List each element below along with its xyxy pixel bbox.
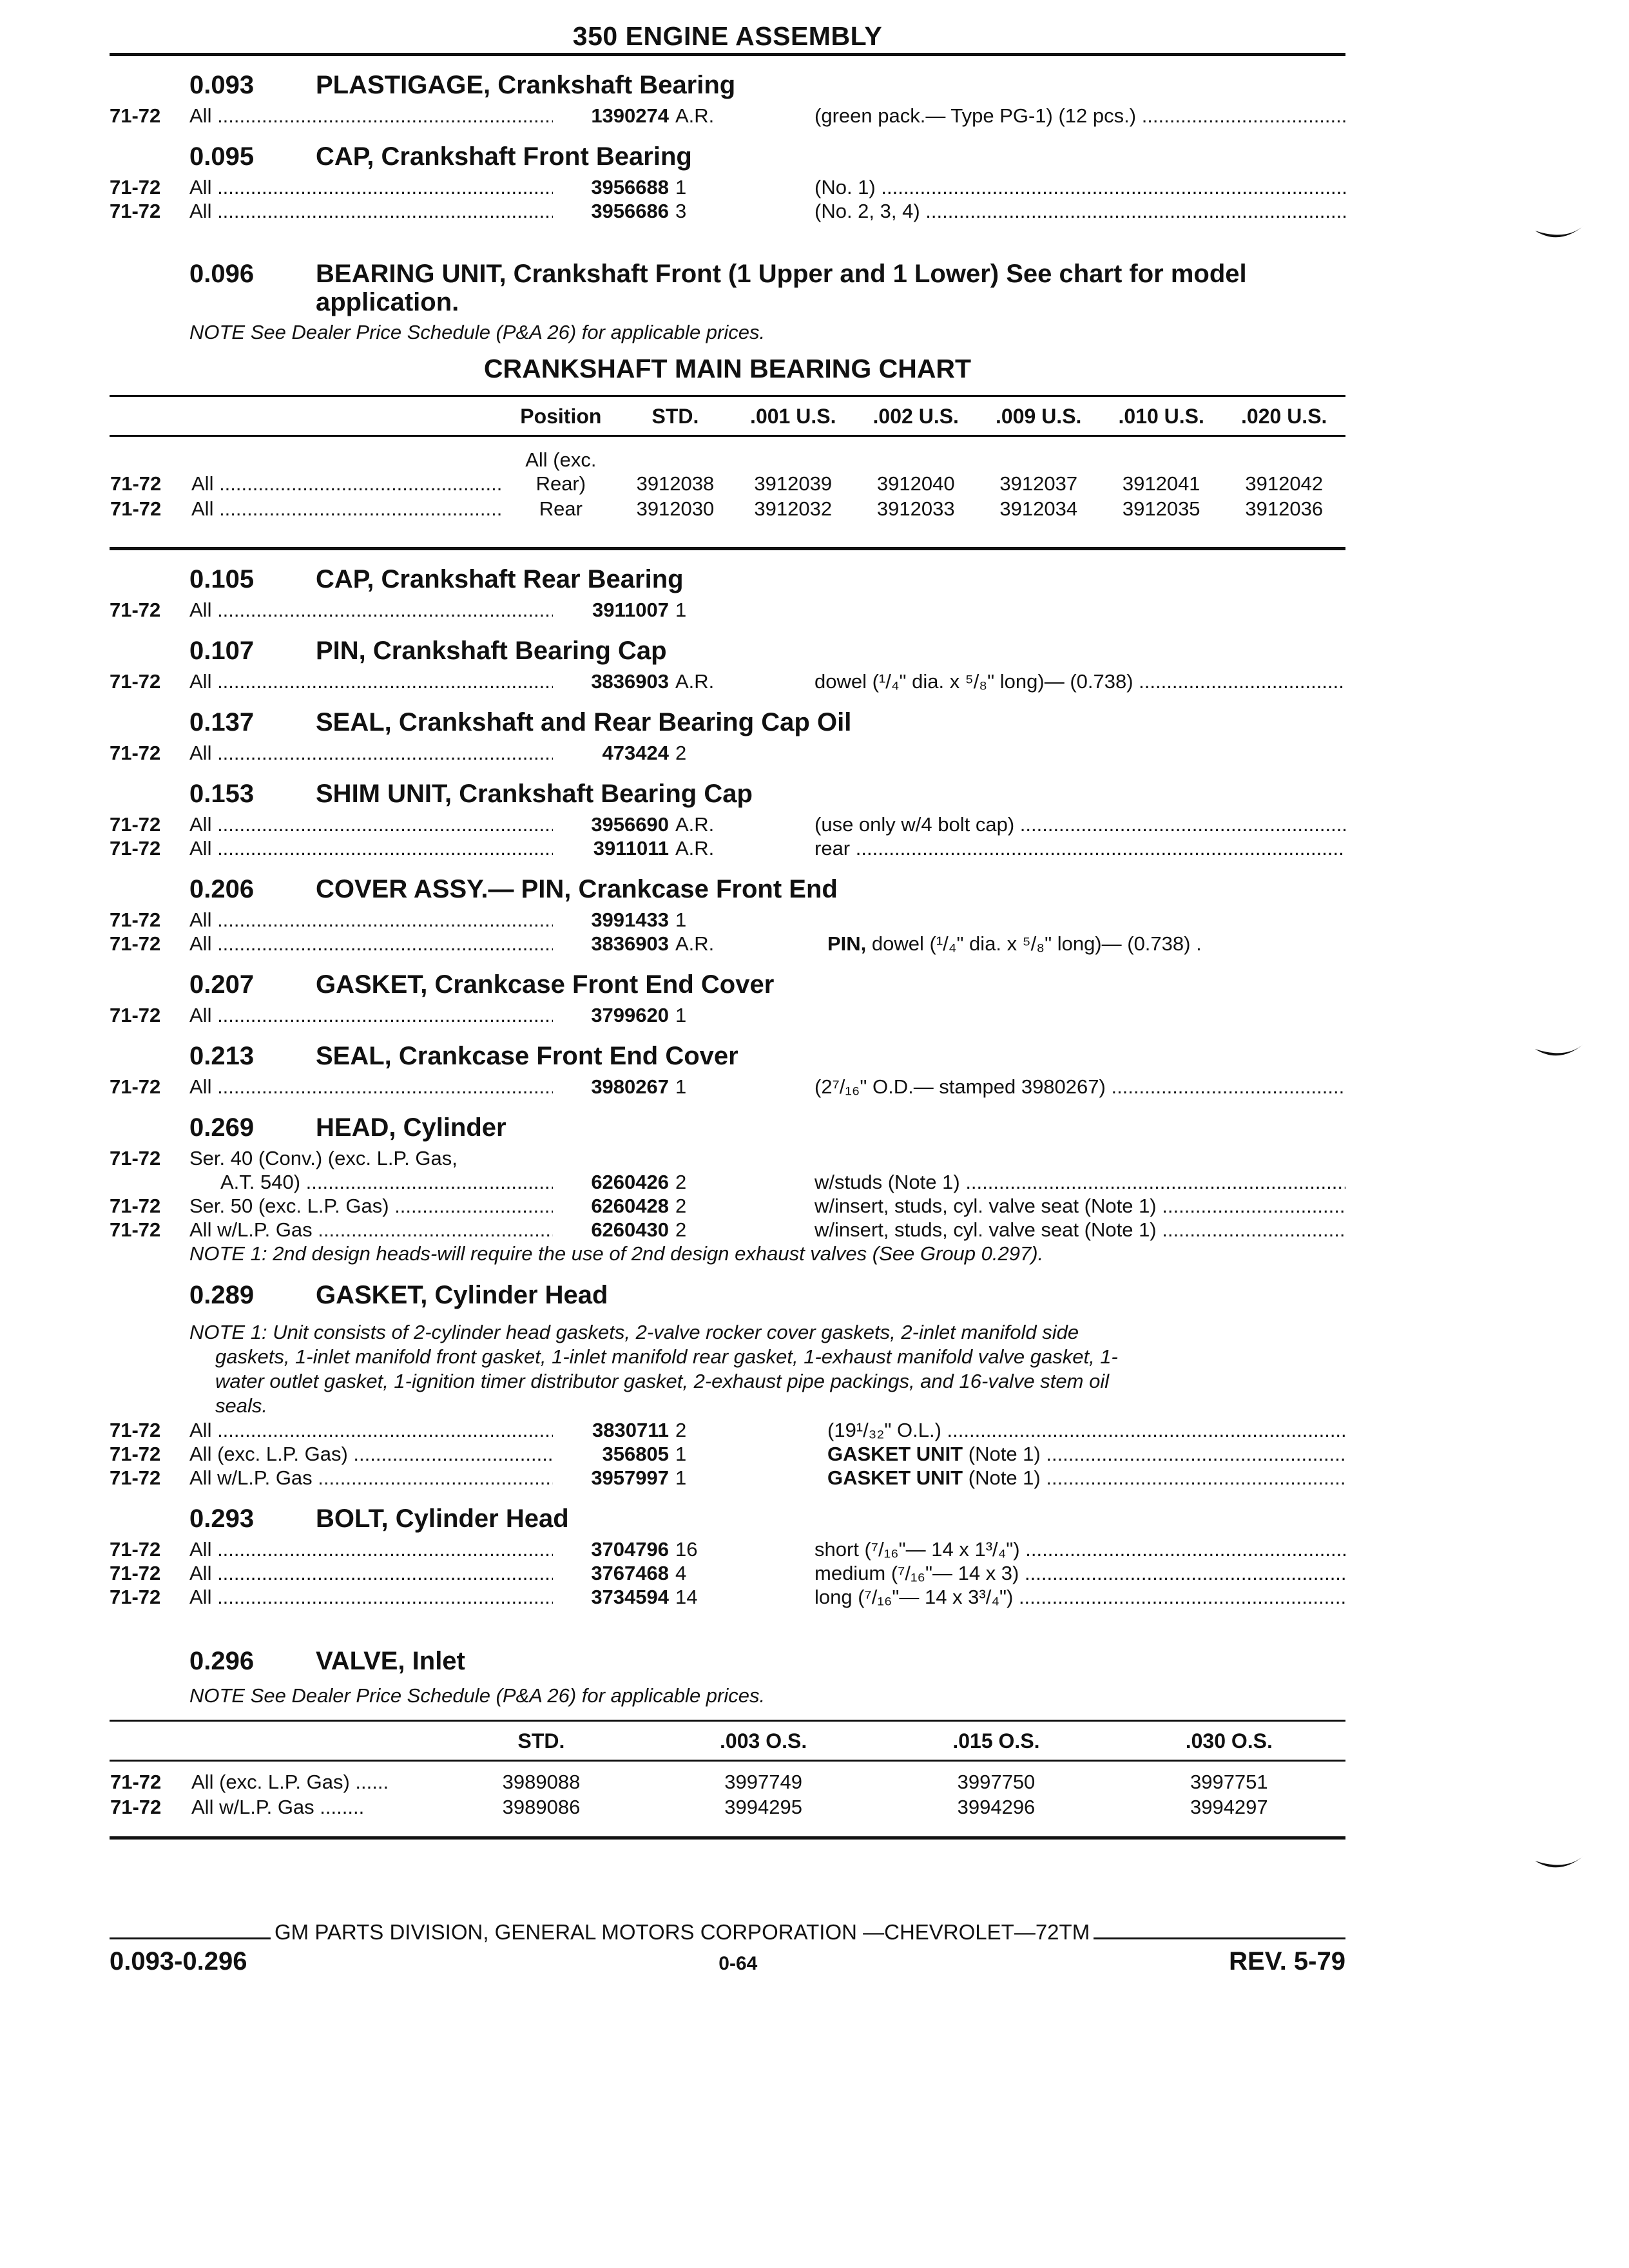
model: All .....	[189, 836, 553, 860]
chart-bottom-rule	[110, 547, 1345, 550]
part-number: 3957997	[591, 1466, 669, 1489]
design-note: NOTE 1: 2nd design heads-will require the use of 2nd design exhaust valves (See Group 0.297).	[189, 1242, 1044, 1265]
scan-mark	[1534, 1849, 1585, 1881]
year-range: 71-72	[110, 670, 161, 693]
model	[191, 447, 503, 496]
group-number: 0.137	[189, 708, 255, 736]
group-number: 0.093	[189, 71, 255, 99]
part-number: 1390274	[591, 104, 669, 127]
year-range: 71-72	[110, 1466, 161, 1489]
quantity: 4	[675, 1562, 687, 1584]
part-row	[110, 1003, 1345, 1027]
description-bold: GASKET UNIT	[827, 1466, 963, 1489]
description-text: dowel (¹/₄" dia. x ⁵/₈" long)— (0.738)	[871, 932, 1191, 955]
model: All .....	[189, 1075, 553, 1099]
part-row	[110, 598, 1345, 622]
year-range: 71-72	[110, 1218, 161, 1241]
note-line: gaskets, 1-inlet manifold front gasket, 1-inlet manifold rear gasket, 1-exhaust manifold valve gasket, 1-	[215, 1345, 1118, 1368]
model-continued: A.T. 540) .....	[189, 1170, 553, 1194]
title-rule	[110, 53, 1345, 56]
price-note: NOTE See Dealer Price Schedule (P&A 26) for applicable prices.	[189, 1684, 766, 1707]
part-number: 356805	[602, 1443, 669, 1465]
chart-cell: 3994295	[724, 1796, 802, 1818]
year-range: 71-72	[110, 932, 161, 955]
part-number: 3830711	[592, 1419, 669, 1441]
chart-cell: 3989086	[502, 1796, 581, 1818]
col-header: .015 O.S.	[880, 1722, 1112, 1761]
group-0-206	[110, 870, 1345, 908]
description: medium (⁷/₁₆"— 14 x 3) .....	[815, 1561, 1345, 1585]
scan-mark	[1534, 1037, 1585, 1070]
chart-row	[110, 1794, 1345, 1820]
group-title: CAP, Crankshaft Front Bearing	[316, 142, 692, 171]
group-title: PIN, Crankshaft Bearing Cap	[316, 637, 667, 665]
part-number: 6260430	[591, 1218, 669, 1241]
description: w/studs (Note 1) .....	[815, 1170, 1345, 1194]
part-number: 3911011	[593, 837, 669, 860]
quantity: 3	[675, 200, 687, 222]
model: All w/L.P. Gas ........	[191, 1796, 365, 1818]
group-0-095	[110, 138, 1345, 175]
part-number: 3836903	[591, 932, 669, 955]
description: dowel (¹/₄" dia. x ⁵/₈" long)— (0.738) .....	[815, 669, 1345, 693]
description: w/insert, studs, cyl. valve seat (Note 1) .....	[815, 1194, 1345, 1218]
group-title: PLASTIGAGE, Crankshaft Bearing	[316, 71, 736, 99]
quantity: 2	[675, 1218, 687, 1241]
model: Ser. 40 (Conv.) (exc. L.P. Gas,	[189, 1147, 458, 1169]
quantity: 1	[675, 599, 687, 621]
part-number: 3734594	[591, 1586, 669, 1608]
quantity: 14	[675, 1586, 698, 1608]
model: All .....	[189, 1561, 553, 1585]
model: All .....	[189, 1418, 553, 1442]
group-0-293	[110, 1500, 1345, 1537]
part-row	[110, 1442, 1345, 1466]
model: All .....	[189, 199, 553, 223]
part-row	[110, 812, 1345, 836]
group-number: 0.289	[189, 1281, 255, 1309]
part-row	[110, 669, 1345, 693]
description: (No. 2, 3, 4) .....	[815, 199, 1345, 223]
page-number: 0-64	[718, 1953, 758, 1974]
year-range: 71-72	[110, 1771, 162, 1793]
description-bold: PIN,	[827, 932, 867, 955]
part-row	[110, 1146, 1345, 1170]
part-number: 3836903	[591, 670, 669, 693]
part-number: 6260428	[591, 1195, 669, 1217]
description: (use only w/4 bolt cap) .....	[815, 812, 1345, 836]
quantity: 1	[675, 1004, 687, 1026]
model: All .....	[189, 1585, 553, 1609]
bearing-chart	[110, 397, 1345, 521]
group-0-289	[110, 1276, 1345, 1314]
page-title: 350 ENGINE ASSEMBLY	[572, 21, 883, 51]
model: All w/L.P. Gas .....	[189, 1218, 553, 1242]
part-number: 3911007	[592, 599, 669, 621]
description: (19¹/₃₂" O.L.) .....	[815, 1418, 1345, 1442]
part-row	[110, 741, 1345, 765]
group-title: SEAL, Crankshaft and Rear Bearing Cap Oil	[316, 708, 852, 736]
year-range: 71-72	[110, 1147, 161, 1169]
part-number: 3799620	[591, 1004, 669, 1026]
group-number: 0.207	[189, 970, 255, 999]
col-header: .003 O.S.	[647, 1722, 880, 1761]
part-row	[110, 1194, 1345, 1218]
group-0-137	[110, 704, 1345, 741]
scan-mark	[1534, 219, 1585, 251]
col-header: STD.	[619, 397, 731, 436]
year-range: 71-72	[110, 1586, 161, 1608]
description-text: (Note 1)	[968, 1466, 1041, 1489]
part-number: 3956688	[591, 176, 669, 198]
quantity: A.R.	[675, 837, 715, 860]
chart-cell: 3994296	[957, 1796, 1036, 1818]
model-text: All w/L.P. Gas	[191, 1796, 314, 1818]
description: (2⁷/₁₆" O.D.— stamped 3980267) .....	[815, 1075, 1345, 1099]
part-number: 3956690	[591, 813, 669, 836]
col-header: .020 U.S.	[1222, 397, 1345, 436]
col-header: .001 U.S.	[732, 397, 854, 436]
quantity: 1	[675, 1466, 687, 1489]
part-row	[110, 175, 1345, 199]
group-0-207	[110, 966, 1345, 1003]
part-row	[110, 1537, 1345, 1561]
model: All .....	[189, 812, 553, 836]
part-number: 3956686	[591, 200, 669, 222]
quantity: 1	[675, 176, 687, 198]
description: PIN, dowel (¹/₄" dia. x ⁵/₈" long)— (0.738) .	[827, 932, 1202, 955]
col-header: .010 U.S.	[1100, 397, 1222, 436]
quantity: 2	[675, 742, 687, 764]
group-range: 0.093-0.296	[110, 1947, 247, 1975]
chart-cell: 3994297	[1190, 1796, 1268, 1818]
description: w/insert, studs, cyl. valve seat (Note 1) .....	[815, 1218, 1345, 1242]
chart-row	[110, 496, 1345, 521]
quantity: A.R.	[675, 104, 715, 127]
model: All w/L.P. Gas .....	[189, 1466, 553, 1490]
footer-org: GM PARTS DIVISION, GENERAL MOTORS CORPORATION —CHEVROLET—72TM	[275, 1920, 1090, 1944]
year-range: 71-72	[110, 1538, 161, 1561]
model	[191, 496, 503, 521]
group-0-296	[110, 1642, 1345, 1680]
group-title: GASKET, Cylinder Head	[316, 1281, 608, 1309]
part-number: 3991433	[591, 908, 669, 931]
footer-rule-right	[1094, 1926, 1345, 1939]
group-title: CAP, Crankshaft Rear Bearing	[316, 565, 684, 593]
year-range: 71-72	[110, 200, 161, 222]
group-0-213	[110, 1037, 1345, 1075]
chart-cell: 3912035	[1122, 497, 1200, 520]
group-number: 0.269	[189, 1113, 255, 1142]
description: long (⁷/₁₆"— 14 x 3³/₄") .....	[815, 1585, 1345, 1609]
part-row	[110, 1170, 1345, 1194]
group-0-269	[110, 1109, 1345, 1146]
part-row	[110, 1466, 1345, 1490]
chart-row	[110, 447, 1345, 496]
year-range: 71-72	[110, 1195, 161, 1217]
catalog-page	[110, 19, 1345, 1840]
year-range: 71-72	[110, 1075, 161, 1098]
quantity: 1	[675, 1075, 687, 1098]
part-row	[110, 104, 1345, 128]
position	[503, 447, 619, 496]
year-range: 71-72	[110, 599, 161, 621]
chart-cell: 3912040	[876, 472, 955, 495]
group-title: BEARING UNIT, Crankshaft Front (1 Upper and 1 Lower) See chart for model application.	[316, 260, 1247, 316]
group-number: 0.096	[189, 260, 255, 288]
valve-chart	[110, 1722, 1345, 1820]
part-number: 3767468	[591, 1562, 669, 1584]
year-range: 71-72	[110, 472, 162, 495]
year-range: 71-72	[110, 837, 161, 860]
part-row	[110, 1418, 1345, 1442]
model: All .....	[189, 175, 553, 199]
page-footer	[110, 1920, 1345, 1976]
model: Ser. 50 (exc. L.P. Gas) .....	[189, 1194, 553, 1218]
group-title: GASKET, Crankcase Front End Cover	[316, 970, 775, 999]
description: (No. 1) .....	[815, 175, 1345, 199]
year-range: 71-72	[110, 497, 162, 520]
model: All .....	[189, 669, 553, 693]
quantity: A.R.	[675, 932, 715, 955]
year-range: 71-72	[110, 1443, 161, 1465]
model: All (exc. L.P. Gas) .....	[189, 1442, 553, 1466]
col-header: Position	[503, 397, 619, 436]
group-title: HEAD, Cylinder	[316, 1113, 506, 1142]
part-number: 473424	[602, 742, 669, 764]
part-row	[110, 836, 1345, 860]
part-number: 3704796	[591, 1538, 669, 1561]
position: Rear	[539, 497, 583, 520]
description-bold: GASKET UNIT	[827, 1443, 963, 1465]
group-0-107	[110, 632, 1345, 669]
description	[815, 1466, 1345, 1490]
model: All .....	[189, 104, 553, 128]
chart-cell: 3997750	[957, 1771, 1036, 1793]
part-row	[110, 908, 1345, 932]
chart-cell: 3912041	[1122, 472, 1200, 495]
model-text: All	[191, 472, 214, 495]
col-header: .030 O.S.	[1113, 1722, 1345, 1761]
quantity: A.R.	[675, 813, 715, 836]
part-number: 3980267	[591, 1075, 669, 1098]
year-range: 71-72	[110, 176, 161, 198]
group-number: 0.107	[189, 637, 255, 665]
model-text: All	[191, 497, 214, 520]
group-number: 0.296	[189, 1647, 255, 1675]
group-number: 0.153	[189, 780, 255, 808]
price-note: NOTE See Dealer Price Schedule (P&A 26) for applicable prices.	[189, 321, 766, 343]
position-line-1: All (exc.	[525, 448, 597, 471]
part-row	[110, 1075, 1345, 1099]
group-title: SEAL, Crankcase Front End Cover	[316, 1042, 738, 1070]
model: All .....	[189, 741, 553, 765]
group-title: COVER ASSY.— PIN, Crankcase Front End	[316, 875, 838, 903]
part-row	[110, 1585, 1345, 1609]
description: short (⁷/₁₆"— 14 x 1³/₄") .....	[815, 1537, 1345, 1561]
group-title: SHIM UNIT, Crankshaft Bearing Cap	[316, 780, 753, 808]
quantity: 2	[675, 1171, 687, 1193]
revision: REV. 5-79	[1229, 1947, 1345, 1975]
group-number: 0.213	[189, 1042, 255, 1070]
col-header: STD.	[436, 1722, 647, 1761]
part-row	[110, 932, 1345, 956]
model: All .....	[189, 1537, 553, 1561]
quantity: 1	[675, 1443, 687, 1465]
chart-cell: 3912036	[1245, 497, 1324, 520]
year-range: 71-72	[110, 1562, 161, 1584]
description: rear .....	[815, 836, 1345, 860]
year-range: 71-72	[110, 1796, 162, 1818]
quantity: 16	[675, 1538, 698, 1561]
part-row	[110, 1218, 1345, 1242]
group-number: 0.095	[189, 142, 255, 171]
year-range: 71-72	[110, 813, 161, 836]
year-range: 71-72	[110, 1419, 161, 1441]
group-title: BOLT, Cylinder Head	[316, 1504, 569, 1533]
chart-cell: 3997749	[724, 1771, 802, 1793]
group-0-105	[110, 561, 1345, 598]
group-number: 0.206	[189, 875, 255, 903]
description: (green pack.— Type PG-1) (12 pcs.) .....	[815, 104, 1345, 128]
year-range: 71-72	[110, 104, 161, 127]
note-line: water outlet gasket, 1-ignition timer distributor gasket, 2-exhaust pipe packings, and 16-valve stem oil	[215, 1370, 1110, 1392]
chart-cell: 3912037	[999, 472, 1078, 495]
description	[815, 1442, 1345, 1466]
quantity: 2	[675, 1419, 687, 1441]
model: All .....	[189, 908, 553, 932]
part-row	[110, 1561, 1345, 1585]
model: All .....	[189, 598, 553, 622]
group-number: 0.105	[189, 565, 255, 593]
model: All .....	[189, 932, 553, 956]
position-line-2: Rear)	[535, 472, 586, 495]
note-line: seals.	[215, 1394, 267, 1417]
bearing-chart-title: CRANKSHAFT MAIN BEARING CHART	[483, 354, 972, 383]
group-title: VALVE, Inlet	[316, 1647, 465, 1675]
chart-cell: 3989088	[502, 1771, 581, 1793]
year-range: 71-72	[110, 742, 161, 764]
gasket-note	[110, 1320, 1345, 1418]
part-row	[110, 199, 1345, 223]
quantity: A.R.	[675, 670, 715, 693]
chart-row	[110, 1769, 1345, 1794]
chart-cell: 3912032	[754, 497, 833, 520]
model: All .....	[189, 1003, 553, 1027]
chart-cell: 3912042	[1245, 472, 1324, 495]
note-line: NOTE 1: Unit consists of 2-cylinder head gaskets, 2-valve rocker cover gaskets, 2-inlet manifold side	[189, 1321, 1079, 1343]
quantity: 1	[675, 908, 687, 931]
chart-cell: 3912038	[636, 472, 715, 495]
valve-chart-bottom-rule	[110, 1836, 1345, 1840]
chart-cell: 3912034	[999, 497, 1078, 520]
model-text: All (exc. L.P. Gas)	[191, 1771, 350, 1793]
footer-rule-left	[110, 1926, 271, 1939]
chart-cell: 3912030	[636, 497, 715, 520]
chart-cell: 3912033	[876, 497, 955, 520]
col-header: .002 U.S.	[854, 397, 977, 436]
group-0-093	[110, 66, 1345, 104]
description-text: (Note 1)	[968, 1443, 1041, 1465]
chart-cell: 3912039	[754, 472, 833, 495]
col-header: .009 U.S.	[977, 397, 1099, 436]
part-number: 6260426	[591, 1171, 669, 1193]
chart-cell: 3997751	[1190, 1771, 1268, 1793]
group-0-153	[110, 775, 1345, 812]
group-0-096	[110, 255, 1345, 316]
group-number: 0.293	[189, 1504, 255, 1533]
quantity: 2	[675, 1195, 687, 1217]
model: All (exc. L.P. Gas) ......	[191, 1771, 389, 1793]
year-range: 71-72	[110, 908, 161, 931]
year-range: 71-72	[110, 1004, 161, 1026]
